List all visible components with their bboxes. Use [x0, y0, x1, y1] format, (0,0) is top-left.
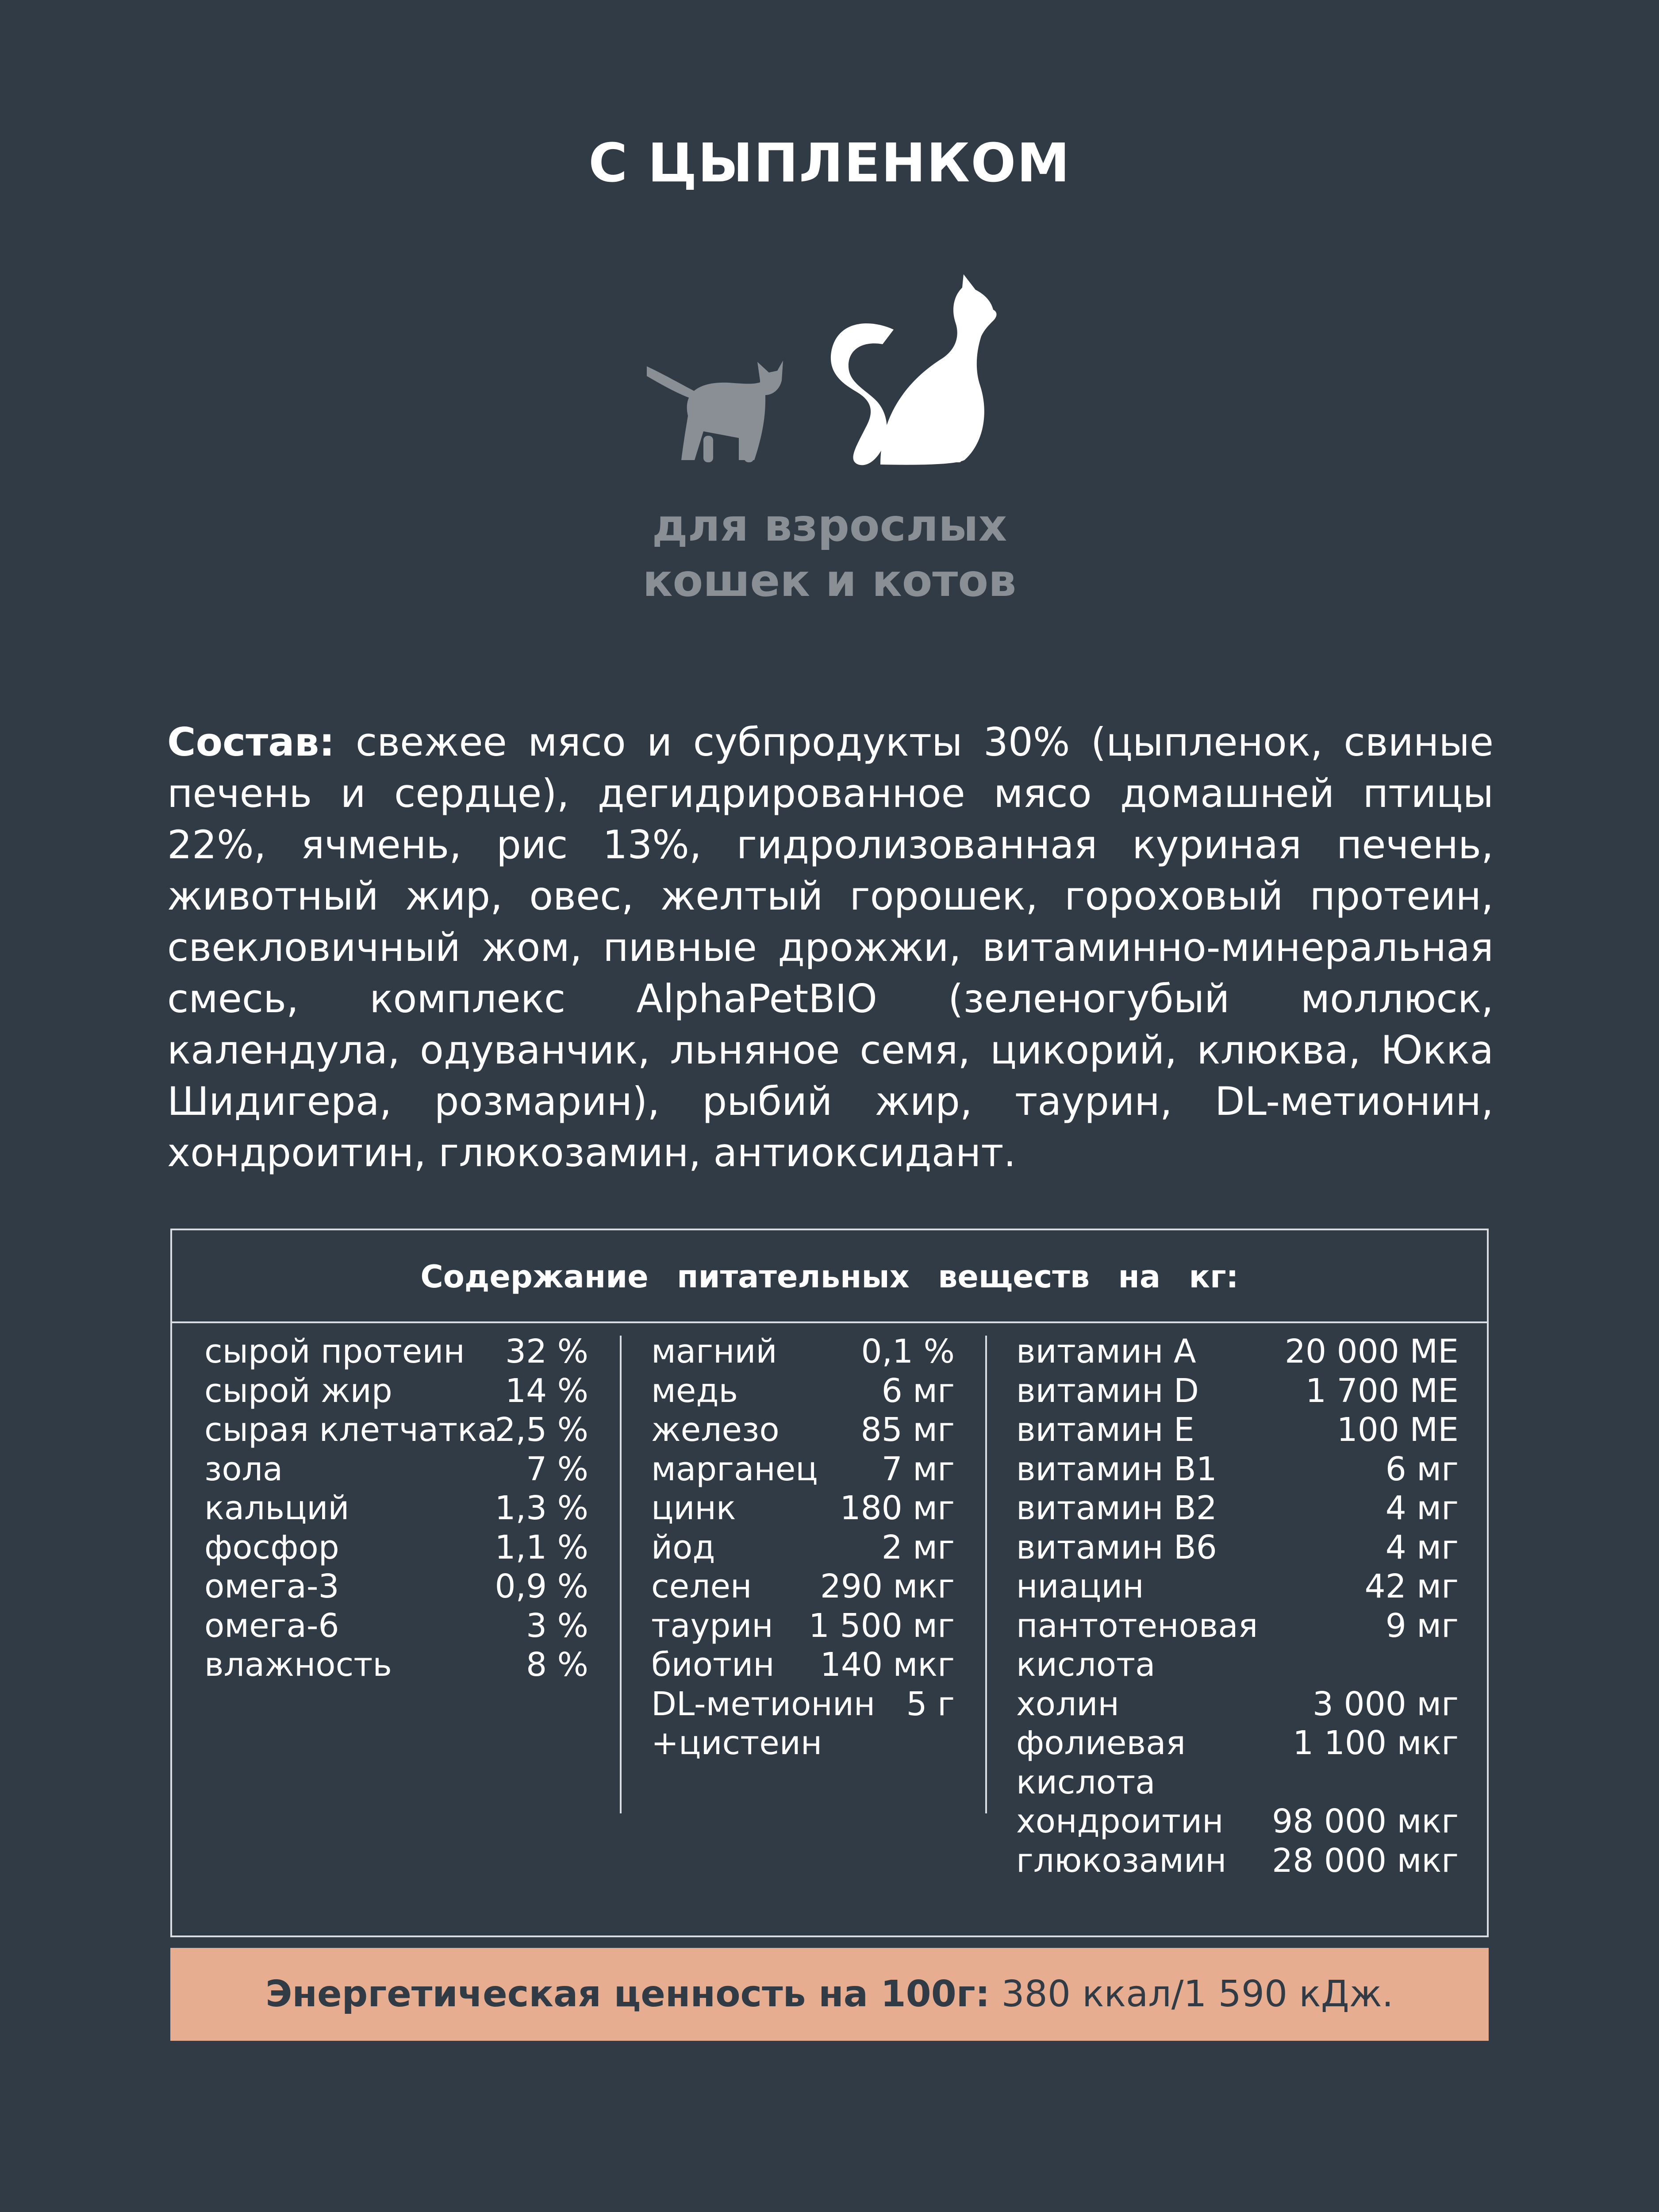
nutrient-name: цинк: [651, 1489, 736, 1527]
nutrient-value: 3 %: [526, 1606, 588, 1645]
nutrient-row: [1016, 1371, 1459, 1411]
nutrient-name: зола: [204, 1450, 283, 1488]
nutrient-name: таурин: [651, 1606, 773, 1645]
nutrient-row: [204, 1528, 588, 1567]
nutrient-row: [651, 1528, 955, 1567]
nutrient-value: 0,9 %: [495, 1567, 588, 1605]
nutrient-row: [651, 1489, 955, 1528]
nutrient-name: витамин B1: [1016, 1450, 1217, 1488]
nutrient-name: медь: [651, 1371, 738, 1410]
nutrient-name: пантотеновая кислота: [1016, 1606, 1258, 1684]
energy-value: 380 ккал/1 590 кДж.: [990, 1973, 1394, 2015]
nutrient-name: витамин B2: [1016, 1489, 1217, 1527]
nutrient-value: 98 000 мкг: [1272, 1802, 1459, 1840]
nutrient-name: DL-метионин +цистеин: [651, 1685, 876, 1762]
nutrient-name: марганец: [651, 1450, 818, 1488]
nutrient-row: [204, 1371, 588, 1411]
nutrient-value: 7 %: [526, 1450, 588, 1488]
column-divider: [985, 1336, 987, 1813]
nutrient-name: витамин E: [1016, 1411, 1194, 1449]
nutrient-name: глюкозамин: [1016, 1841, 1227, 1880]
nutrient-value: 100 МЕ: [1336, 1411, 1459, 1449]
energy-value-bar: [170, 1948, 1489, 2041]
nutrient-row: [204, 1410, 588, 1450]
nutrients-column-1: [204, 1332, 588, 1685]
nutrient-name: влажность: [204, 1646, 392, 1684]
nutrient-value: 2 мг: [881, 1528, 955, 1567]
nutrient-name: селен: [651, 1567, 752, 1605]
nutrient-row: [1016, 1528, 1459, 1567]
nutrient-row: [651, 1450, 955, 1489]
nutrients-column-3: [1016, 1332, 1459, 1880]
nutrient-name: сырой жир: [204, 1371, 392, 1410]
nutrient-row: [651, 1332, 955, 1371]
nutrient-value: 4 мг: [1385, 1489, 1459, 1527]
nutrient-value: 1,3 %: [495, 1489, 588, 1527]
nutrient-row: [1016, 1567, 1459, 1606]
nutrient-row: [204, 1332, 588, 1371]
nutrient-row: [651, 1371, 955, 1411]
nutrient-row: [1016, 1410, 1459, 1450]
nutrient-value: 0,1 %: [861, 1333, 955, 1371]
nutrient-row: [204, 1489, 588, 1528]
nutrient-name: холин: [1016, 1685, 1119, 1723]
nutrient-value: 9 мг: [1385, 1606, 1459, 1645]
nutrient-row: [204, 1606, 588, 1646]
nutrient-value: 140 мкг: [820, 1646, 955, 1684]
nutrient-value: 4 мг: [1385, 1528, 1459, 1567]
nutrient-name: омега-6: [204, 1606, 339, 1645]
nutrient-name: витамин D: [1016, 1371, 1199, 1410]
nutrient-row: [651, 1567, 955, 1606]
nutrients-table: [170, 1229, 1489, 1937]
nutrient-value: 3 000 мг: [1312, 1685, 1459, 1723]
nutrients-column-2: [651, 1332, 955, 1763]
nutrient-row: [204, 1450, 588, 1489]
nutrient-name: биотин: [651, 1646, 775, 1684]
nutrient-row: [651, 1606, 955, 1646]
nutrient-value: 1 100 мкг: [1293, 1724, 1459, 1762]
nutrient-row: [651, 1685, 955, 1763]
nutrient-value: 14 %: [505, 1371, 588, 1410]
nutrient-value: 180 мг: [840, 1489, 955, 1527]
nutrient-value: 5 г: [906, 1685, 955, 1723]
nutrient-row: [651, 1410, 955, 1450]
nutrient-value: 32 %: [505, 1333, 588, 1371]
target-audience: [0, 498, 1659, 608]
nutrients-table-title: Содержание питательных веществ на кг:: [172, 1230, 1487, 1323]
nutrient-value: 2,5 %: [495, 1411, 588, 1449]
nutrient-row: [1016, 1685, 1459, 1724]
adult-cat-icon: [831, 274, 997, 465]
nutrient-value: 6 мг: [1385, 1450, 1459, 1488]
nutrient-value: 42 мг: [1364, 1567, 1459, 1605]
nutrient-value: 1 700 МЕ: [1306, 1371, 1459, 1410]
nutrient-name: омега-3: [204, 1567, 339, 1605]
composition-text: свежее мясо и субпродукты 30% (цыпленок, свиные печень и сердце), дегидрированное мясо домашней птицы 22%, ячмень, рис 13%, гидролизованная куриная печень, животный жир, овес, желтый горошек, гороховый протеин, свекловичный жом, пивные дрожжи, витаминно-минеральная смесь, комплекс AlphaPetBIO (зеленогубый моллюск, календула, одуванчик, льняное семя, цикорий, клюква, Юкка Шидигера, розмарин), рыбий жир, таурин, DL-метионин, хондроитин, глюкозамин, антиоксидант.: [167, 719, 1494, 1175]
nutrient-value: 85 мг: [860, 1411, 955, 1449]
nutrient-value: 20 000 МЕ: [1284, 1333, 1459, 1371]
nutrient-name: йод: [651, 1528, 715, 1567]
nutrient-name: магний: [651, 1333, 777, 1371]
target-audience-line-2: кошек и котов: [642, 555, 1017, 607]
nutrient-value: 8 %: [526, 1646, 588, 1684]
nutrient-row: [1016, 1450, 1459, 1489]
nutrient-row: [1016, 1841, 1459, 1881]
nutrient-value: 7 мг: [881, 1450, 955, 1488]
nutrient-name: сырая клетчатка: [204, 1411, 498, 1449]
nutrient-name: витамин A: [1016, 1333, 1196, 1371]
nutrient-name: ниацин: [1016, 1567, 1144, 1605]
nutrient-row: [1016, 1724, 1459, 1802]
nutrient-value: 1,1 %: [495, 1528, 588, 1567]
nutrient-value: 1 500 мг: [808, 1606, 955, 1645]
cats-illustration: [0, 0, 1659, 487]
nutrient-name: железо: [651, 1411, 780, 1449]
composition: [167, 717, 1494, 1179]
nutrient-row: [1016, 1802, 1459, 1841]
nutrient-row: [204, 1645, 588, 1685]
nutrient-row: [1016, 1332, 1459, 1371]
nutrient-row: [1016, 1489, 1459, 1528]
nutrient-name: сырой протеин: [204, 1333, 465, 1371]
nutrient-row: [1016, 1606, 1459, 1685]
nutrient-row: [204, 1567, 588, 1606]
product-title: С ЦЫПЛЕНКОМ: [588, 133, 1071, 194]
energy-label: Энергетическая ценность на 100г:: [265, 1973, 990, 2015]
kitten-icon: [647, 361, 783, 462]
nutrient-name: хондроитин: [1016, 1802, 1224, 1840]
nutrient-value: 290 мкг: [820, 1567, 955, 1605]
target-audience-line-1: для взрослых: [652, 499, 1007, 551]
nutrient-value: 6 мг: [881, 1371, 955, 1410]
nutrient-name: фосфор: [204, 1528, 339, 1567]
nutrient-name: витамин B6: [1016, 1528, 1217, 1567]
nutrient-name: фолиевая кислота: [1016, 1724, 1186, 1801]
nutrient-name: кальций: [204, 1489, 349, 1527]
column-divider: [620, 1336, 622, 1813]
composition-label: Состав:: [167, 719, 335, 765]
nutrient-row: [651, 1645, 955, 1685]
nutrient-value: 28 000 мкг: [1272, 1841, 1459, 1880]
